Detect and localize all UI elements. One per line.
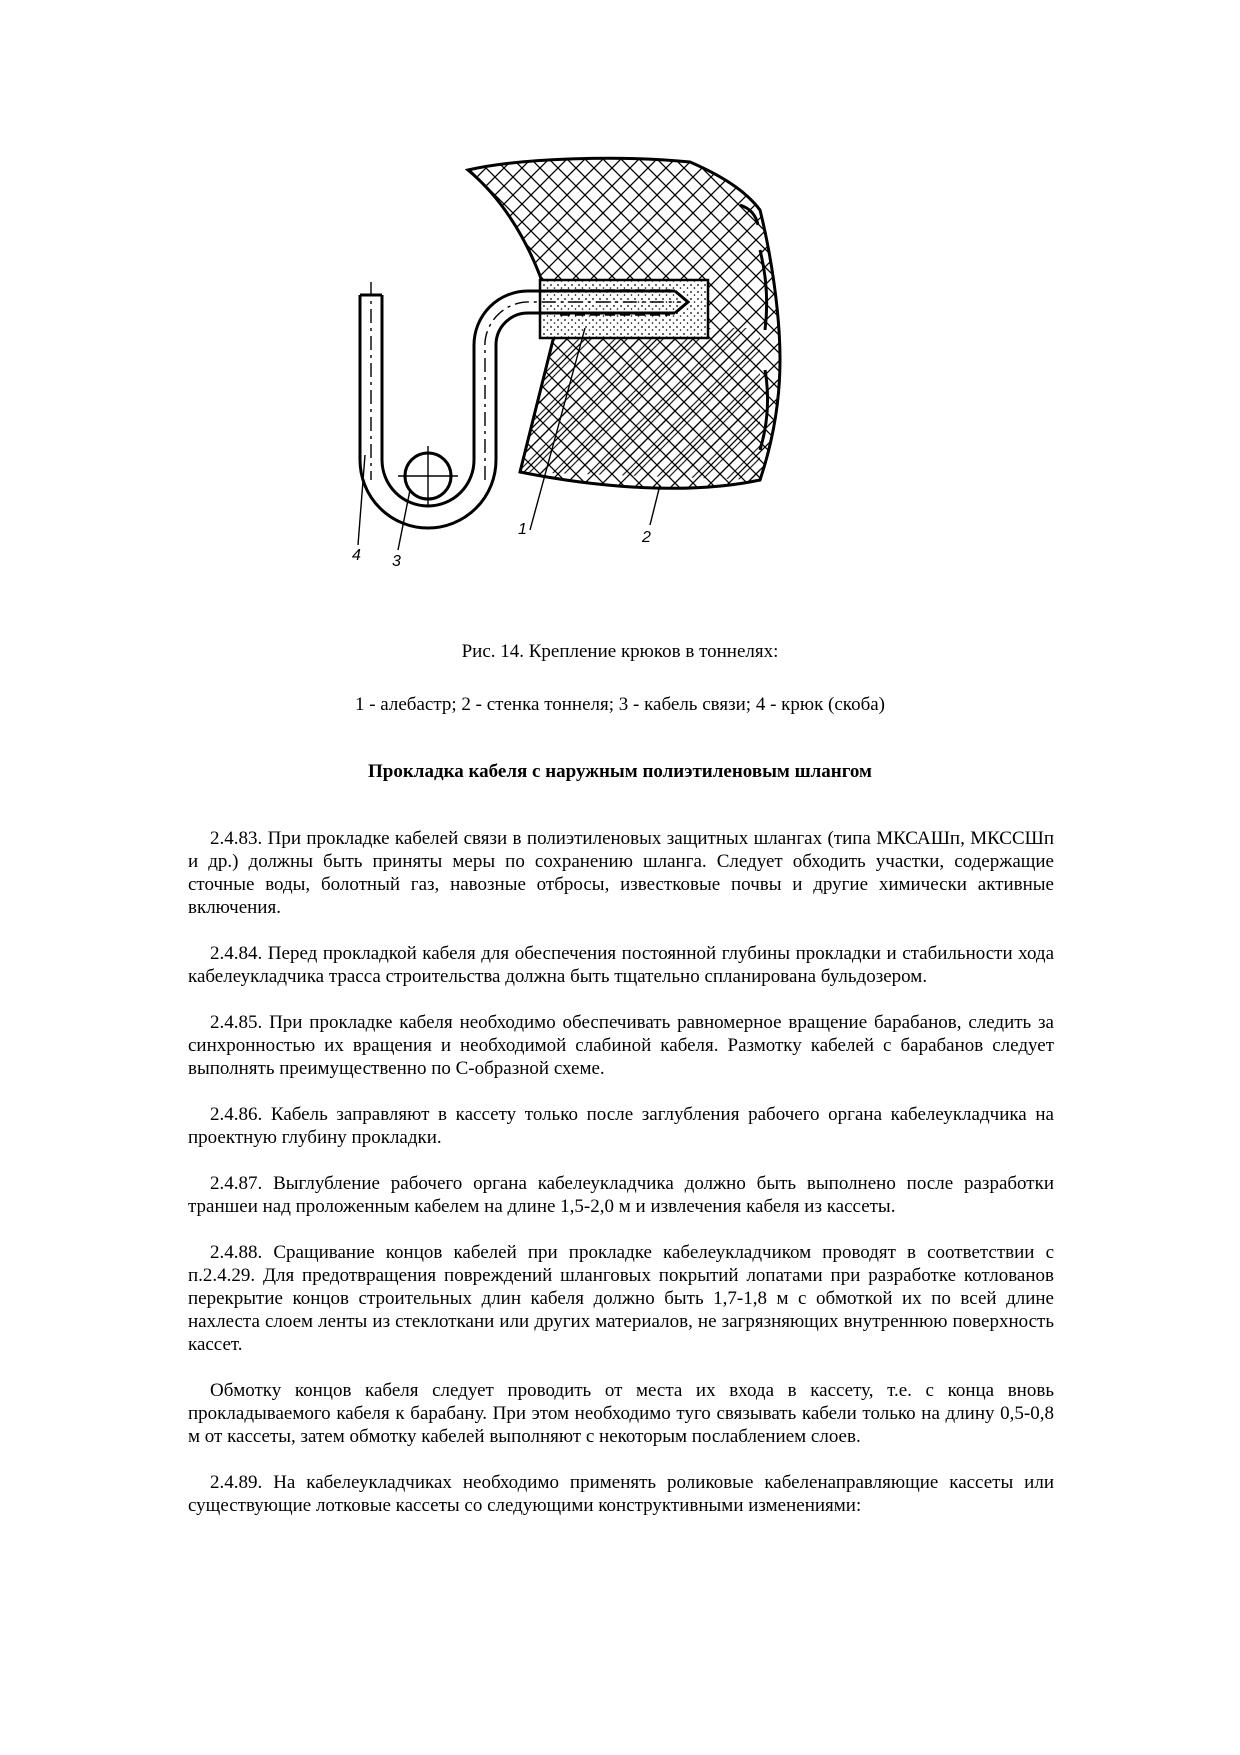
document-body bbox=[188, 827, 1054, 1540]
figure-legend: 1 - алебастр; 2 - стенка тоннеля; 3 - кабель связи; 4 - крюк (скоба) bbox=[354, 694, 886, 715]
paragraph-2-4-89: 2.4.89. На кабелеукладчиках необходимо применять роликовые кабеленаправляющие кассеты или существующие лотковые кассеты со следующими конструктивными изменениями: bbox=[188, 1472, 1054, 1516]
paragraph-2-4-85: 2.4.85. При прокладке кабеля необходимо обеспечивать равномерное вращение барабанов, следить за синхронностью их вращения и необходимой слабиной кабеля. Размотку кабелей с барабанов следует выполнять преимущественно по С-образной схеме. bbox=[188, 1012, 1054, 1079]
figure-label-4: 4 bbox=[352, 547, 361, 564]
figure-label-3: 3 bbox=[392, 553, 401, 570]
alabaster-socket bbox=[540, 280, 708, 338]
communication-cable bbox=[398, 446, 458, 506]
paragraph-2-4-87: 2.4.87. Выглубление рабочего органа кабелеукладчика должно быть выполнено после разработки траншеи над проложенным кабелем на длине 1,5-2,0 м и извлечения кабеля из кассеты. bbox=[188, 1173, 1054, 1217]
paragraph-2-4-88: 2.4.88. Сращивание концов кабелей при прокладке кабелеукладчиком проводят в соответствии с п.2.4.29. Для предотвращения повреждений шланговых покрытий лопатами при разработке котлованов перекрытие концов строительных длин кабеля должно быть 1,7-1,8 м с обмоткой их по всей длине нахлеста слоем ленты из стеклоткани или других материалов, не загрязняющих внутреннюю поверхность кассет. bbox=[188, 1242, 1054, 1355]
paragraph-2-4-83: 2.4.83. При прокладке кабелей связи в полиэтиленовых защитных шлангах (типа МКСАШп, МКССШп и др.) должны быть приняты меры по сохранению шланга. Следует обходить участки, содержащие сточные воды, болотный газ, навозные отбросы, известковые почвы и другие химически активные включения. bbox=[188, 828, 1054, 918]
paragraph-wrapping: Обмотку концов кабеля следует проводить от места их входа в кассету, т.е. с конца вновь прокладываемого кабеля к барабану. При этом необходимо туго связывать кабели только на длину 0,5-0,8 м от кассеты, затем обмотку кабелей выполняют с некоторым послаблением слоев. bbox=[188, 1380, 1054, 1447]
section-heading: Прокладка кабеля с наружным полиэтиленовым шлангом bbox=[368, 761, 872, 782]
figure-label-1: 1 bbox=[518, 521, 527, 538]
hook-mounting-figure bbox=[352, 150, 890, 640]
figure-caption: Рис. 14. Крепление крюков в тоннелях: bbox=[461, 641, 779, 662]
figure-label-2: 2 bbox=[642, 529, 651, 546]
paragraph-2-4-84: 2.4.84. Перед прокладкой кабеля для обеспечения постоянной глубины прокладки и стабильности хода кабелеукладчика трасса строительства должна быть тщательно спланирована бульдозером. bbox=[188, 943, 1054, 987]
paragraph-2-4-86: 2.4.86. Кабель заправляют в кассету только после заглубления рабочего органа кабелеукладчика на проектную глубину прокладки. bbox=[188, 1104, 1054, 1148]
